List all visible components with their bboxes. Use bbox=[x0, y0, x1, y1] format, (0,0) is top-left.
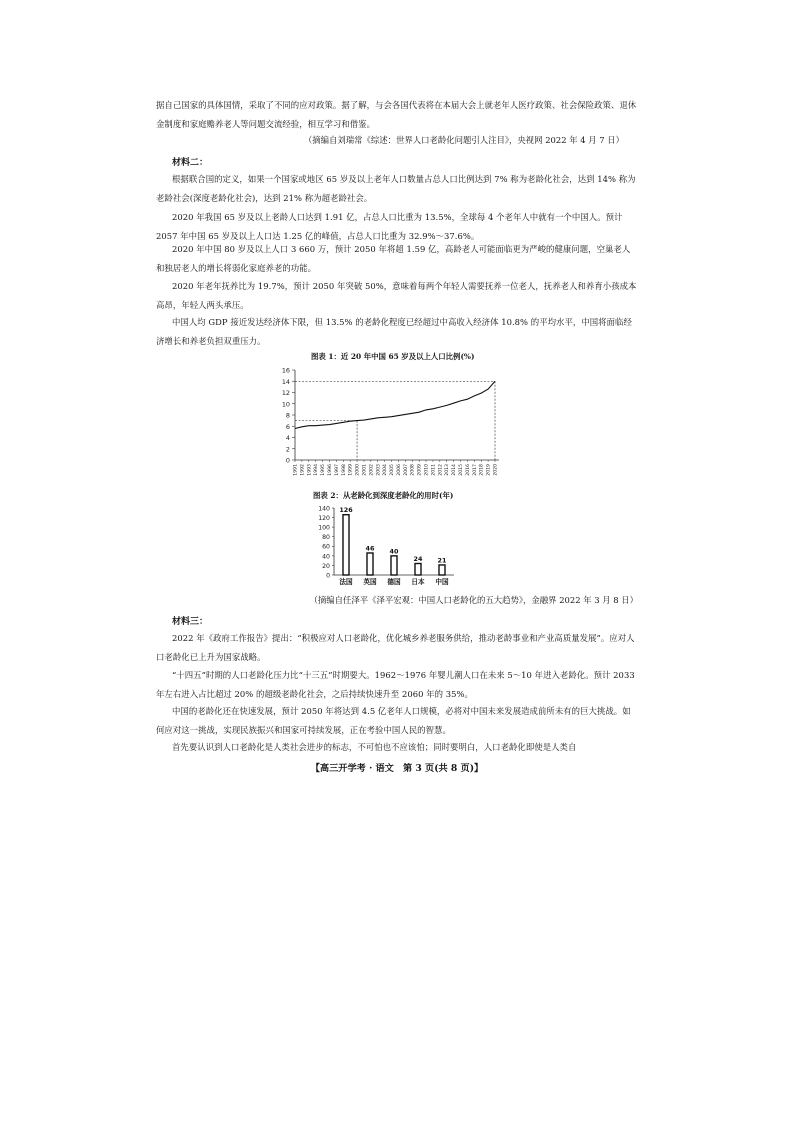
chart2-y-tick-label: 100 bbox=[318, 524, 330, 532]
material2-source: （摘编自任泽平《泽平宏观：中国人口老龄化的五大趋势》，金融界 2022 年 3 月 8 日） bbox=[309, 595, 638, 605]
material2-heading: 材料二： bbox=[172, 158, 209, 168]
material3-paragraph-3: 中国的老龄化还在快速发展，预计 2050 年将达到 4.5 亿老年人口规模，必将对中国未来发展造成前所未有的巨大挑战。如何应对这一挑战，实现民族振兴和国家可持续发展，正在考验中国人民的智慧。 bbox=[156, 706, 631, 735]
page-footer: 【高三开学考 · 语文 第 3 页(共 8 页)】 bbox=[310, 763, 484, 774]
chart2-y-tick-label: 20 bbox=[322, 562, 330, 570]
chart2-y-tick-label: 60 bbox=[322, 543, 330, 551]
chart1-x-tick-label: 2003 bbox=[376, 464, 382, 476]
chart2-bar-value-label: 46 bbox=[365, 544, 375, 553]
material2-paragraph-3: 2020 年中国 80 岁及以上人口 3 660 万，预计 2050 年将超 1.59 亿，高龄老人可能面临更为严峻的健康问题，空巢老人和独居老人的增长将弱化家庭养老的功能。 bbox=[156, 244, 631, 273]
chart2-bar bbox=[415, 564, 421, 575]
chart1-series-line bbox=[295, 381, 495, 428]
material3-paragraph-1: 2022 年《政府工作报告》提出：“积极应对人口老龄化，优化城乡养老服务供给，推动老龄事业和产业高质量发展”。应对人口老龄化已上升为国家战略。 bbox=[156, 633, 635, 662]
chart2-bar-value-label: 21 bbox=[437, 556, 447, 565]
chart1-x-tick-label: 2000 bbox=[355, 464, 361, 476]
chart1-x-tick-label: 2013 bbox=[445, 464, 451, 476]
chart2-bar-value-label: 126 bbox=[339, 506, 353, 515]
chart1-x-tick-label: 1994 bbox=[314, 464, 320, 476]
chart1-x-tick-label: 2005 bbox=[390, 464, 396, 476]
material3-paragraph-2: “十四五”时期的人口老龄化压力比“十三五”时期要大。1962～1976 年婴儿潮人口在未来 5～10 年进入老龄化。预计 2033 年左右进入占比超过 20% 的超级老龄化社会，之后持续快速升至 2060 年的 35%。 bbox=[156, 670, 635, 699]
chart2-bar-value-label: 40 bbox=[389, 547, 399, 556]
top-source: （摘编自刘瑞常《综述：世界人口老龄化问题引人注目》，央视网 2022 年 4 月 7 日） bbox=[303, 135, 624, 145]
chart2-title: 图表 2：从老龄化到深度老龄化的用时(年) bbox=[313, 491, 454, 500]
chart1-x-tick-label: 1992 bbox=[300, 464, 306, 476]
chart1-x-tick-label: 2010 bbox=[424, 464, 430, 476]
chart1-x-tick-label: 1991 bbox=[293, 464, 299, 476]
chart2-bar bbox=[367, 553, 373, 575]
chart1-x-tick-label: 1997 bbox=[334, 464, 340, 476]
chart2-category-label: 法国 bbox=[339, 578, 353, 586]
chart1-y-tick-label: 16 bbox=[281, 366, 290, 375]
material2-paragraph-4: 2020 年老年抚养比为 19.7%，预计 2050 年突破 50%，意味着每两个年轻人需要抚养一位老人，抚养老人和养育小孩成本高昂，年轻人两头承压。 bbox=[156, 281, 637, 310]
chart1-y-tick-label: 2 bbox=[285, 445, 290, 454]
chart2-category-label: 中国 bbox=[435, 578, 449, 586]
chart1-x-tick-label: 2007 bbox=[403, 464, 409, 476]
chart2-y-tick-label: 140 bbox=[318, 505, 330, 513]
chart2-bar bbox=[439, 565, 445, 575]
material2-paragraph-5: 中国人均 GDP 接近发达经济体下限，但 13.5% 的老龄化程度已经超过中高收入经济体 10.8% 的平均水平，中国将面临经济增长和养老负担双重压力。 bbox=[156, 317, 632, 346]
chart2-bar-chart bbox=[312, 503, 462, 595]
material3-paragraph-4: 首先要认识到人口老龄化是人类社会进步的标志，不可怕也不应该怕；同时要明白，人口老龄化即使是人类自 bbox=[172, 742, 577, 752]
chart1-y-tick-label: 4 bbox=[285, 434, 290, 442]
chart2-bar-value-label: 24 bbox=[413, 555, 423, 564]
chart2-y-tick-label: 80 bbox=[322, 534, 330, 542]
chart2-category-label: 德国 bbox=[387, 578, 401, 586]
chart2-bar bbox=[343, 515, 349, 575]
chart1-x-tick-label: 2014 bbox=[452, 464, 458, 476]
material2-paragraph-1: 根据联合国的定义，如果一个国家或地区 65 岁及以上老年人口数量占总人口比例达到 7% 称为老龄化社会，达到 14% 称为老龄社会(深度老龄化社会)，达到 21% 称为超老龄社会。 bbox=[156, 174, 636, 203]
chart1-title: 图表 1：近 20 年中国 65 岁及以上人口比例(%) bbox=[311, 352, 475, 361]
chart1-x-tick-label: 1999 bbox=[348, 464, 354, 476]
chart2-category-label: 日本 bbox=[411, 578, 425, 586]
top-paragraph: 据自己国家的具体国情，采取了不同的应对政策。据了解，与会各国代表将在本届大会上就老年人医疗政策、社会保险政策、退休金制度和家庭赡养老人等问题交流经验，相互学习和借鉴。 bbox=[156, 100, 637, 129]
chart1-y-tick-label: 6 bbox=[285, 422, 290, 431]
chart2-y-tick-label: 40 bbox=[322, 553, 330, 561]
chart1-x-tick-label: 2002 bbox=[369, 464, 375, 476]
material2-paragraph-2: 2020 年我国 65 岁及以上老龄人口达到 1.91 亿，占总人口比重为 13.5%，全球每 4 个老年人中就有一个中国人。预计 2057 年中国 65 岁及以上人口达 1.25 亿的峰值，占总人口比重为 32.9%～37.6%。 bbox=[156, 212, 623, 241]
chart1-x-tick-label: 2015 bbox=[459, 464, 465, 476]
chart1-y-tick-label: 10 bbox=[281, 400, 290, 409]
chart1-line-chart bbox=[275, 364, 525, 484]
chart1-x-tick-label: 2017 bbox=[472, 464, 478, 476]
chart1-x-tick-label: 2008 bbox=[410, 464, 416, 476]
chart1-x-tick-label: 2004 bbox=[383, 464, 389, 476]
chart1-x-tick-label: 2020 bbox=[493, 464, 499, 476]
chart2-y-tick-label: 120 bbox=[318, 514, 330, 522]
chart1-x-tick-label: 1996 bbox=[327, 464, 333, 476]
chart1-x-tick-label: 2018 bbox=[479, 464, 485, 476]
chart1-x-tick-label: 2016 bbox=[465, 464, 471, 476]
chart1-y-tick-label: 8 bbox=[285, 411, 290, 420]
chart1-x-tick-label: 1995 bbox=[321, 464, 327, 476]
chart2-category-label: 英国 bbox=[363, 578, 377, 586]
chart1-x-tick-label: 2001 bbox=[362, 464, 368, 476]
chart1-y-tick-label: 0 bbox=[285, 456, 290, 465]
chart1-x-tick-label: 2009 bbox=[417, 464, 423, 476]
chart1-x-tick-label: 2006 bbox=[396, 464, 402, 476]
chart1-x-tick-label: 1998 bbox=[341, 464, 347, 476]
material3-heading: 材料三： bbox=[172, 617, 209, 627]
chart1-x-tick-label: 2011 bbox=[431, 464, 437, 476]
chart1-x-tick-label: 2019 bbox=[486, 464, 492, 476]
chart1-x-tick-label: 2012 bbox=[438, 464, 444, 476]
chart1-x-tick-label: 1993 bbox=[307, 464, 313, 476]
chart2-y-tick-label: 0 bbox=[326, 572, 330, 580]
chart1-y-tick-label: 14 bbox=[281, 377, 290, 386]
chart1-y-tick-label: 12 bbox=[281, 389, 290, 397]
chart2-bar bbox=[391, 556, 397, 575]
